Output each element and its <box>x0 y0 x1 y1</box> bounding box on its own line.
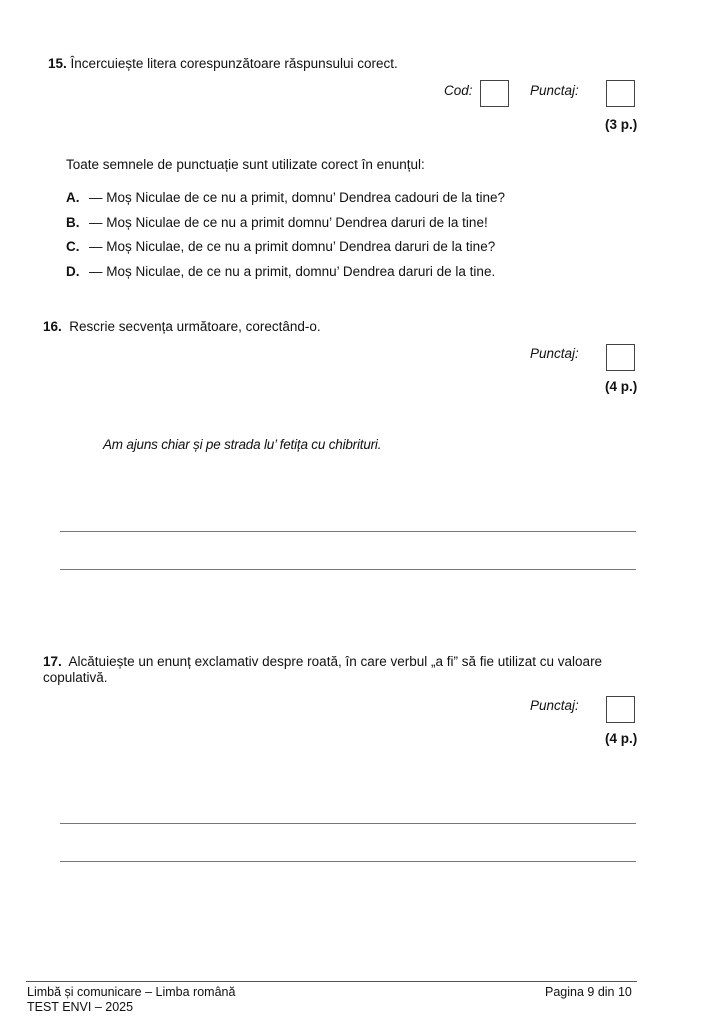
q16-instruction: Rescrie secvența următoare, corectând-o. <box>69 319 321 334</box>
q17-instruction-line2: copulativă. <box>43 670 108 685</box>
q15-option-text: — Moș Niculae, de ce nu a primit, domnu’ Dendrea daruri de la tine. <box>89 264 496 279</box>
q16-number: 16. <box>43 319 62 334</box>
q16-header <box>43 319 321 334</box>
q15-option-d[interactable] <box>66 264 495 279</box>
q15-punctaj-box[interactable] <box>606 80 635 107</box>
q16-answer-line-1[interactable] <box>60 531 636 532</box>
q15-option-letter: C. <box>66 239 80 254</box>
footer-page-number: Pagina 9 din 10 <box>545 985 632 999</box>
q15-option-text: — Moș Niculae de ce nu a primit, domnu’ Dendrea cadouri de la tine? <box>89 190 505 205</box>
q15-cod-label: Cod: <box>444 83 473 98</box>
q15-option-letter: A. <box>66 190 80 205</box>
q17-instruction-line1: Alcătuiește un enunț exclamativ despre roată, în care verbul „a fi” să fie utilizat cu valoare <box>68 654 603 669</box>
q16-punctaj-label: Punctaj: <box>530 346 579 361</box>
q15-option-text: — Moș Niculae de ce nu a primit domnu’ Dendrea daruri de la tine! <box>89 215 488 230</box>
footer-subject: Limbă și comunicare – Limba română <box>27 985 236 999</box>
q17-number: 17. <box>43 654 62 669</box>
footer-test: TEST ENVI – 2025 <box>27 1000 134 1014</box>
q15-option-b[interactable] <box>66 215 488 230</box>
q16-answer-line-2[interactable] <box>60 569 636 570</box>
q15-option-c[interactable] <box>66 239 495 254</box>
q15-option-letter: B. <box>66 215 80 230</box>
footer-divider <box>26 981 637 982</box>
q15-option-letter: D. <box>66 264 80 279</box>
q15-punctaj-label: Punctaj: <box>530 83 579 98</box>
q17-punctaj-label: Punctaj: <box>530 698 579 713</box>
q15-option-text: — Moș Niculae, de ce nu a primit domnu’ Dendrea daruri de la tine? <box>89 239 496 254</box>
q16-sentence: Am ajuns chiar și pe strada lu’ fetița cu chibrituri. <box>103 437 382 452</box>
q16-punctaj-box[interactable] <box>606 344 635 371</box>
q16-points: (4 p.) <box>605 379 638 394</box>
q15-number: 15. <box>48 56 67 71</box>
q15-cod-box[interactable] <box>480 80 509 107</box>
q17-punctaj-box[interactable] <box>606 696 635 723</box>
q17-points: (4 p.) <box>605 731 638 746</box>
q17-answer-line-2[interactable] <box>60 861 636 862</box>
q15-instruction: Încercuiește litera corespunzătoare răspunsului corect. <box>70 56 398 71</box>
q17-header <box>43 654 602 669</box>
q15-points: (3 p.) <box>605 117 638 132</box>
q17-answer-line-1[interactable] <box>60 823 636 824</box>
q15-prompt: Toate semnele de punctuație sunt utilizate corect în enunțul: <box>66 157 425 172</box>
q15-header <box>48 56 398 71</box>
q15-option-a[interactable] <box>66 190 505 205</box>
